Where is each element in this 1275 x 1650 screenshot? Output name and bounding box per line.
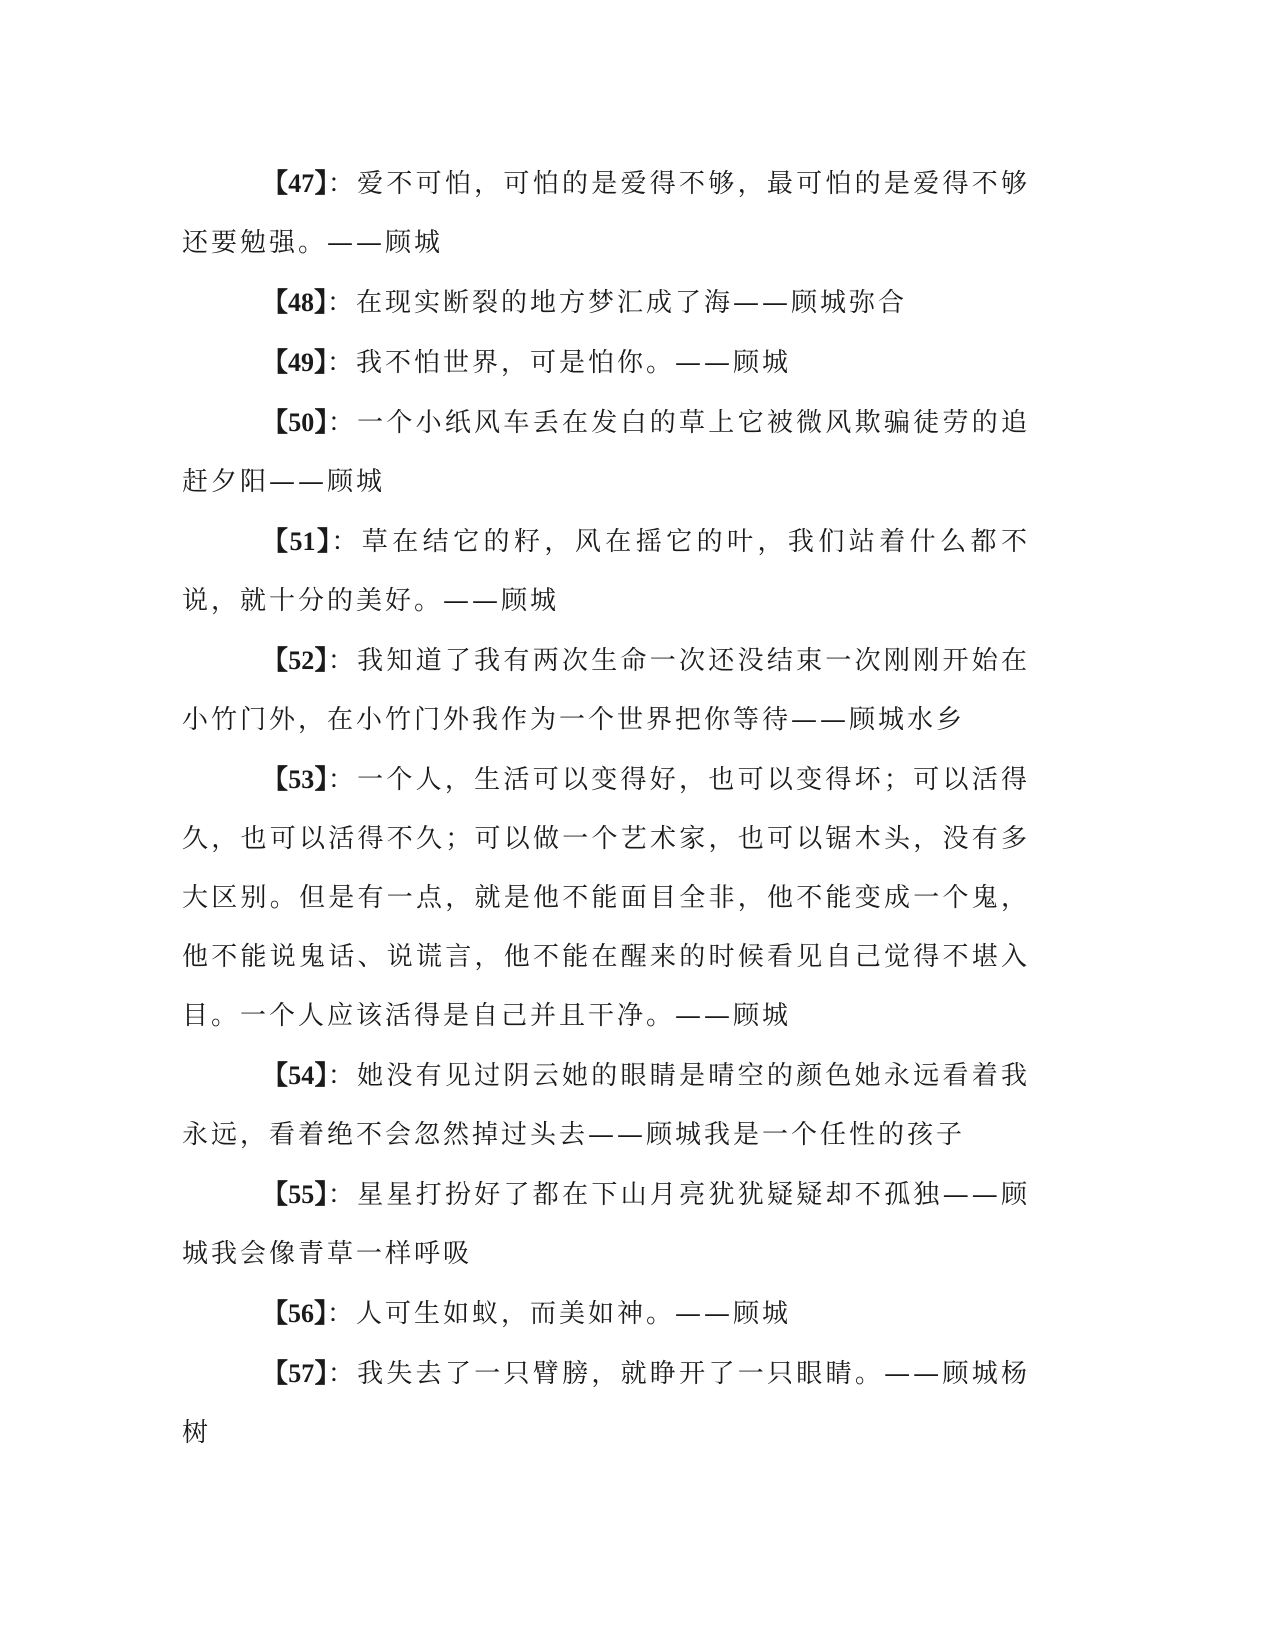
quote-number: 【48】 [262,288,328,317]
quote-48 [182,273,1030,333]
quote-separator: ： [327,765,358,795]
quote-54 [182,1046,1030,1165]
quote-number: 【57】 [262,1359,328,1388]
quote-number: 【52】 [262,646,328,675]
quote-50 [182,393,1030,512]
quote-49 [182,333,1030,393]
quote-51 [182,512,1030,631]
quote-separator: ： [327,408,358,438]
quote-text: 爱不可怕，可怕的是爱得不够，最可怕的是爱得不够还要勉强。——顾城 [182,169,1030,258]
quote-number: 【50】 [262,408,328,437]
quote-number: 【51】 [262,527,332,556]
quote-number: 【54】 [262,1061,328,1090]
quote-number: 【55】 [262,1180,328,1209]
quote-53 [182,750,1030,1046]
quote-text: 在现实断裂的地方梦汇成了海——顾城弥合 [356,288,908,318]
quote-text: 一个小纸风车丢在发白的草上它被微风欺骗徒劳的追赶夕阳——顾城 [182,408,1030,497]
quote-separator: ： [327,1359,358,1389]
quote-text: 我不怕世界，可是怕你。——顾城 [356,348,792,378]
quote-separator: ： [327,646,358,676]
quote-separator: ： [331,527,362,557]
quote-separator: ： [327,348,357,378]
quote-text: 人可生如蚁，而美如神。——顾城 [356,1299,792,1329]
quote-number: 【56】 [262,1299,328,1328]
quote-text: 星星打扮好了都在下山月亮犹犹疑疑却不孤独——顾城我会像青草一样呼吸 [182,1180,1030,1269]
quote-number: 【49】 [262,348,328,377]
quote-text: 我知道了我有两次生命一次还没结束一次刚刚开始在小竹门外，在小竹门外我作为一个世界把你等待——顾城水乡 [182,646,1030,735]
quote-47 [182,154,1030,273]
quote-text: 一个人，生活可以变得好，也可以变得坏；可以活得久，也可以活得不久；可以做一个艺术家，也可以锯木头，没有多大区别。但是有一点，就是他不能面目全非，他不能变成一个鬼，他不能说鬼话、说谎言，他不能在醒来的时候看见自己觉得不堪入目。一个人应该活得是自己并且干净。——顾城 [182,765,1030,1031]
quote-separator: ： [327,1180,358,1210]
quote-text: 她没有见过阴云她的眼睛是晴空的颜色她永远看着我永远，看着绝不会忽然掉过头去——顾城我是一个任性的孩子 [182,1061,1030,1150]
quote-separator: ： [327,288,357,318]
quote-text: 草在结它的籽，风在摇它的叶，我们站着什么都不说，就十分的美好。——顾城 [182,527,1030,616]
quote-57 [182,1344,1030,1463]
quote-separator: ： [327,169,358,199]
quote-number: 【53】 [262,765,328,794]
quote-55 [182,1165,1030,1284]
quote-52 [182,631,1030,750]
quote-separator: ： [327,1061,358,1091]
quote-list [182,154,1030,1463]
quote-number: 【47】 [262,169,328,198]
quote-56 [182,1284,1030,1344]
quote-separator: ： [327,1299,357,1329]
quote-text: 我失去了一只臂膀，就睁开了一只眼睛。——顾城杨树 [182,1359,1030,1448]
